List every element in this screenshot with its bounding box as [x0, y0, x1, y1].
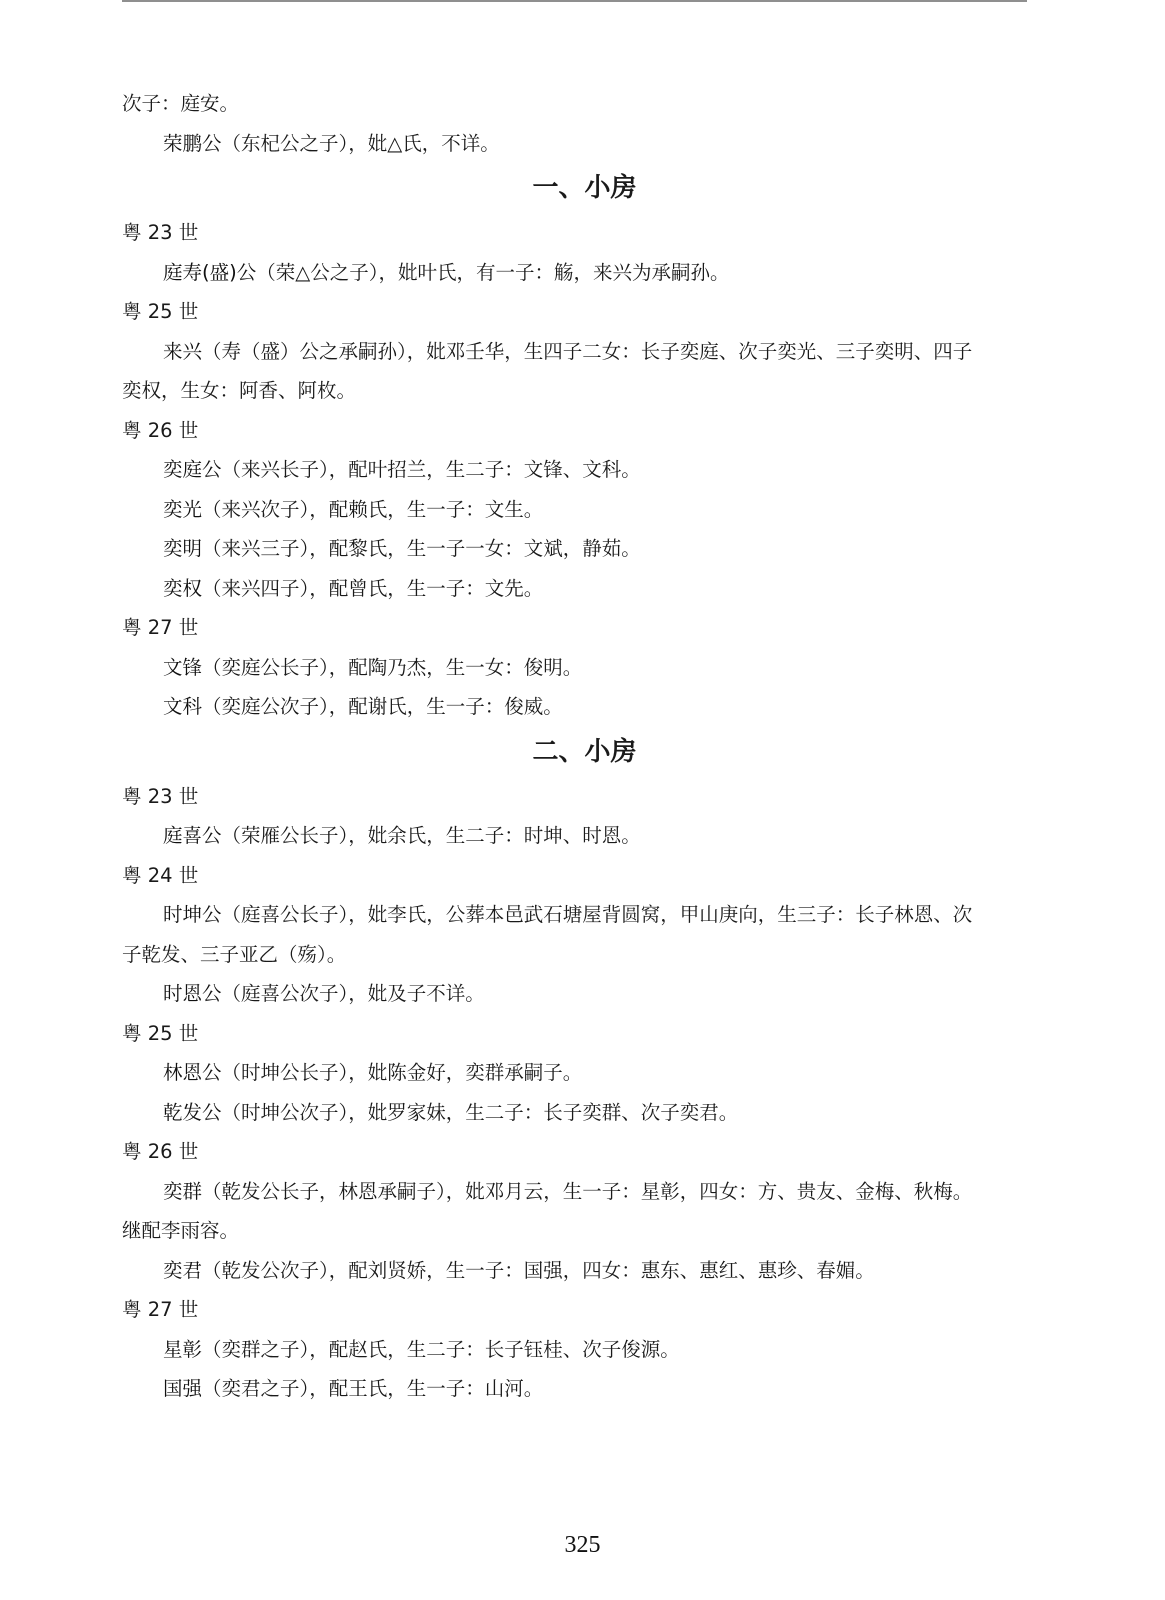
entry-text: （来兴次子），配赖氏，生一子：文生。	[202, 497, 544, 521]
person-name: 庭寿(盛)公	[163, 260, 257, 284]
genealogy-entry	[122, 648, 1047, 688]
page-number: 325	[564, 1532, 601, 1558]
entry-text: （来兴长子），配叶招兰，生二子：文锋、文科。	[221, 458, 641, 481]
genealogy-entry	[122, 1251, 1047, 1291]
section-heading: 一、小房	[532, 173, 637, 203]
continuation-line: 子乾发、三子亚乙（殇）。	[122, 942, 347, 966]
genealogy-entry	[122, 895, 1047, 935]
person-name: 奕权	[163, 576, 203, 600]
entry-text: （来兴三子），配黎氏，生一子一女：文斌，静茹。	[202, 537, 641, 560]
continuation-line: 次子：庭安。	[122, 92, 240, 115]
continuation-line: 奕权，生女：阿香、阿枚。	[122, 379, 357, 402]
entry-text: （时坤公长子），妣陈金好，奕群承嗣子。	[221, 1061, 583, 1084]
generation-label: 粤 23 世	[122, 784, 199, 808]
entry-text: （时坤公次子），妣罗家妹，生二子：长子奕群、次子奕君。	[221, 1100, 739, 1124]
entry-text: （乾发公长子，林恩承嗣子），妣邓月云，生一子：星彰，四女：方、贵友、金梅、秋梅。	[202, 1179, 973, 1203]
generation-label: 粤 26 世	[122, 1140, 199, 1163]
genealogy-entry	[122, 490, 1047, 530]
entry-text: （东杞公之子），妣△氏，不详。	[221, 131, 500, 155]
person-name: 时恩公	[163, 982, 222, 1005]
genealogy-entry	[122, 124, 1047, 164]
entry-text: （庭喜公长子），妣李氏，公葬本邑武石塘屋背圆窝，甲山庚向，生三子：长子林恩、次	[221, 903, 973, 926]
person-name: 林恩公	[163, 1061, 222, 1084]
person-name: 来兴	[163, 339, 203, 363]
person-name: 荣鹏公	[163, 131, 222, 155]
entry-text: （荣雁公长子），妣余氏，生二子：时坤、时恩。	[221, 824, 641, 847]
genealogy-entry	[122, 1172, 1047, 1212]
person-name: 奕明	[163, 537, 203, 560]
genealogy-entry	[122, 1330, 1047, 1370]
section-heading: 二、小房	[532, 736, 637, 767]
entry-text: （奕庭公次子），配谢氏，生一子：俊威。	[202, 695, 563, 718]
entry-text: （庭喜公次子），妣及子不详。	[221, 982, 485, 1005]
person-name: 文科	[163, 695, 203, 718]
genealogy-entry	[122, 529, 1047, 569]
genealogy-entry	[122, 1369, 1047, 1409]
person-name: 庭喜公	[163, 824, 222, 847]
person-name: 奕群	[163, 1179, 203, 1203]
person-name: 星彰	[163, 1337, 203, 1361]
generation-label: 粤 26 世	[122, 418, 199, 442]
person-name: 时坤公	[163, 903, 222, 926]
generation-label: 粤 27 世	[122, 616, 199, 639]
entry-text: （奕君之子），配王氏，生一子：山河。	[202, 1377, 544, 1400]
continuation-line: 继配李雨容。	[122, 1219, 240, 1242]
genealogy-entry	[122, 1053, 1047, 1093]
top-rule	[122, 0, 1027, 2]
person-name: 奕庭公	[163, 458, 222, 481]
person-name: 奕君	[163, 1258, 203, 1282]
genealogy-entry	[122, 332, 1047, 372]
genealogy-text	[122, 84, 1047, 1409]
genealogy-entry	[122, 687, 1047, 727]
entry-text: （荣△公之子），妣叶氏，有一子：觞，来兴为承嗣孙。	[256, 260, 730, 284]
entry-text: （奕群之子），配赵氏，生二子：长子钰桂、次子俊源。	[202, 1337, 680, 1361]
person-name: 乾发公	[163, 1100, 222, 1124]
generation-label: 粤 27 世	[122, 1298, 199, 1321]
generation-label: 粤 25 世	[122, 300, 199, 323]
entry-text: （来兴四子），配曾氏，生一子：文先。	[202, 576, 544, 600]
person-name: 文锋	[163, 655, 203, 679]
generation-label: 粤 24 世	[122, 863, 199, 887]
genealogy-entry	[122, 816, 1047, 856]
genealogy-entry	[122, 1093, 1047, 1133]
genealogy-entry	[122, 569, 1047, 609]
person-name: 国强	[163, 1377, 203, 1400]
genealogy-entry	[122, 974, 1047, 1014]
generation-label: 粤 23 世	[122, 221, 199, 244]
person-name: 奕光	[163, 497, 203, 521]
generation-label: 粤 25 世	[122, 1021, 199, 1045]
entry-text: （寿（盛）公之承嗣孙），妣邓壬华，生四子二女：长子奕庭、次子奕光、三子奕明、四子	[202, 339, 973, 363]
entry-text: （乾发公次子），配刘贤娇，生一子：国强，四女：惠东、惠红、惠珍、春媚。	[202, 1258, 875, 1282]
genealogy-entry	[122, 253, 1047, 293]
entry-text: （奕庭公长子），配陶乃杰，生一女：俊明。	[202, 655, 583, 679]
genealogy-entry	[122, 450, 1047, 490]
